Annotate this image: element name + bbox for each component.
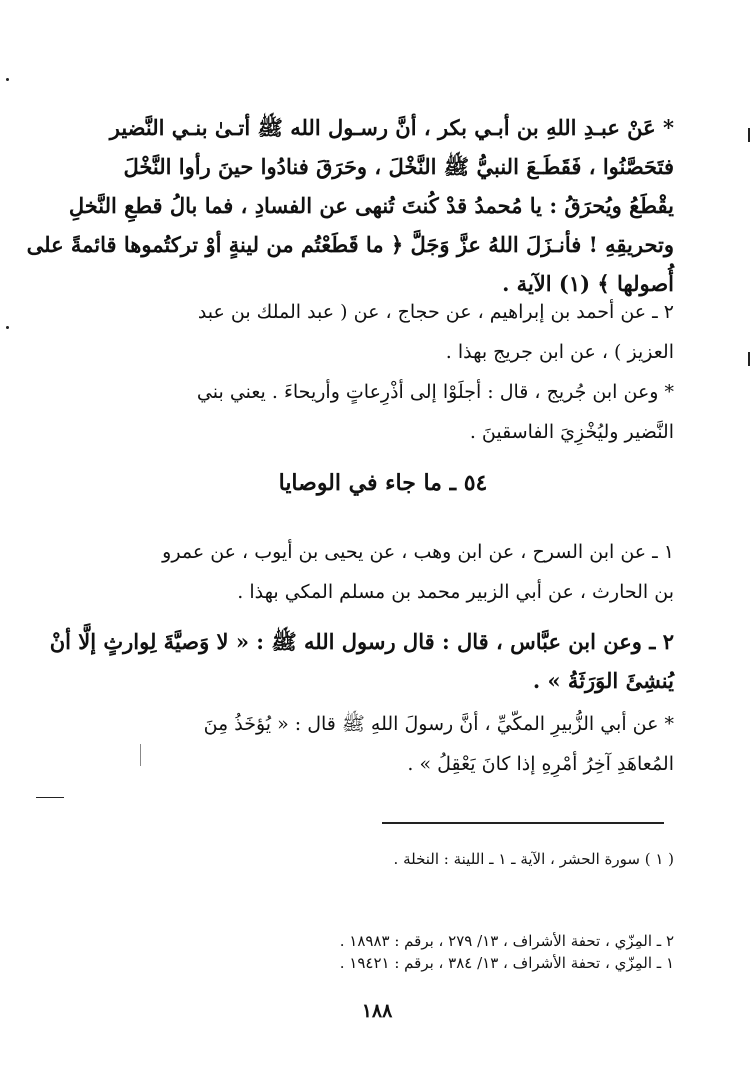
isnad-paragraph-2 — [92, 292, 674, 372]
text-line: بن الحارث ، عن أبي الزبير محمد بن مسلم المكي بهذا . — [237, 581, 674, 603]
footnote-divider — [382, 822, 664, 824]
hadith-paragraph-7 — [92, 704, 674, 784]
footnote-1: ( ١ ) سورة الحشر ، الآية ـ ١ ـ اللينة : النخلة . — [393, 850, 674, 868]
note-paragraph-3 — [92, 372, 674, 452]
scan-speck — [6, 326, 9, 329]
text-line: المُعاهَدِ آخِرُ أمْرِهِ إذا كانَ يَعْقِلُ » . — [407, 753, 674, 775]
scan-speck — [6, 78, 9, 81]
scan-bar-mark — [140, 744, 141, 766]
hadith-paragraph-6 — [49, 622, 674, 700]
text-line: * عَنْ عبـدِ اللهِ بن أبـي بكر ، أنَّ رسـول الله ﷺ أتـىٰ بنـي النَّضير — [109, 115, 674, 140]
footnote-reference-2: ٢ ـ المِزّي ، تحفة الأشراف ، ١٣/ ٢٧٩ ، برقم : ١٨٩٨٣ . — [339, 932, 674, 950]
scan-edge-mark — [748, 128, 750, 142]
scan-edge-mark — [748, 352, 750, 366]
text-line: النَّضير وليُخْزِيَ الفاسقينَ . — [469, 421, 674, 443]
text-line: يُنشِئَ الوَرَثَةُ » . — [532, 668, 674, 693]
isnad-paragraph-5 — [92, 532, 674, 612]
page-number: ١٨٨ — [361, 1000, 393, 1022]
text-line: ٢ ـ عن أحمد بن إبراهيم ، عن حجاج ، عن ( عبد الملك بن عبد — [197, 301, 674, 323]
scan-dash-mark — [36, 797, 64, 798]
text-line: ١ ـ عن ابن السرح ، عن ابن وهب ، عن يحيى بن أيوب ، عن عمرو — [162, 541, 674, 563]
section-heading: ٥٤ ـ ما جاء في الوصايا — [278, 470, 488, 496]
text-line: أُصولها ﴾ (١) الآية . — [502, 271, 674, 296]
text-line: يقْطَعُ ويُحرَقُ : يا مُحمدُ قدْ كُنتَ تُنهى عن الفسادِ ، فما بالُ قطعِ النَّخلِ — [68, 193, 674, 218]
footnote-reference-1: ١ ـ المِزّي ، تحفة الأشراف ، ١٣/ ٣٨٤ ، برقم : ١٩٤٢١ . — [339, 954, 674, 972]
text-line: * عن أبي الزُّبيرِ المكّيِّ ، أنَّ رسولَ اللهِ ﷺ قال : « يُؤخَذُ مِنَ — [203, 713, 674, 735]
text-line: وتحريقِهِ ! فأنـزَلَ اللهُ عزَّ وَجَلَّ ﴿ ما قَطَعْتُم من لينةٍ أوْ تركتُموها قائمةً على — [26, 232, 674, 257]
text-line: ٢ ـ وعن ابن عبَّاس ، قال : قال رسول الله ﷺ : « لا وَصيَّةَ لِوارثٍ إلَّا أنْ — [49, 629, 674, 654]
hadith-paragraph-1 — [26, 108, 674, 303]
text-line: العزيز ) ، عن ابن جريج بهذا . — [445, 341, 674, 363]
text-line: * وعن ابن جُريج ، قال : أجلَوْا إلى أذْرِعاتٍ وأريحاءَ . يعني بني — [196, 381, 674, 403]
text-line: فتَحَصَّنُوا ، فَقَطَـعَ النبيُّ ﷺ النَّخْلَ ، وحَرَقَ فنادُوا حينَ رأوا النَّخْلَ — [123, 154, 674, 179]
